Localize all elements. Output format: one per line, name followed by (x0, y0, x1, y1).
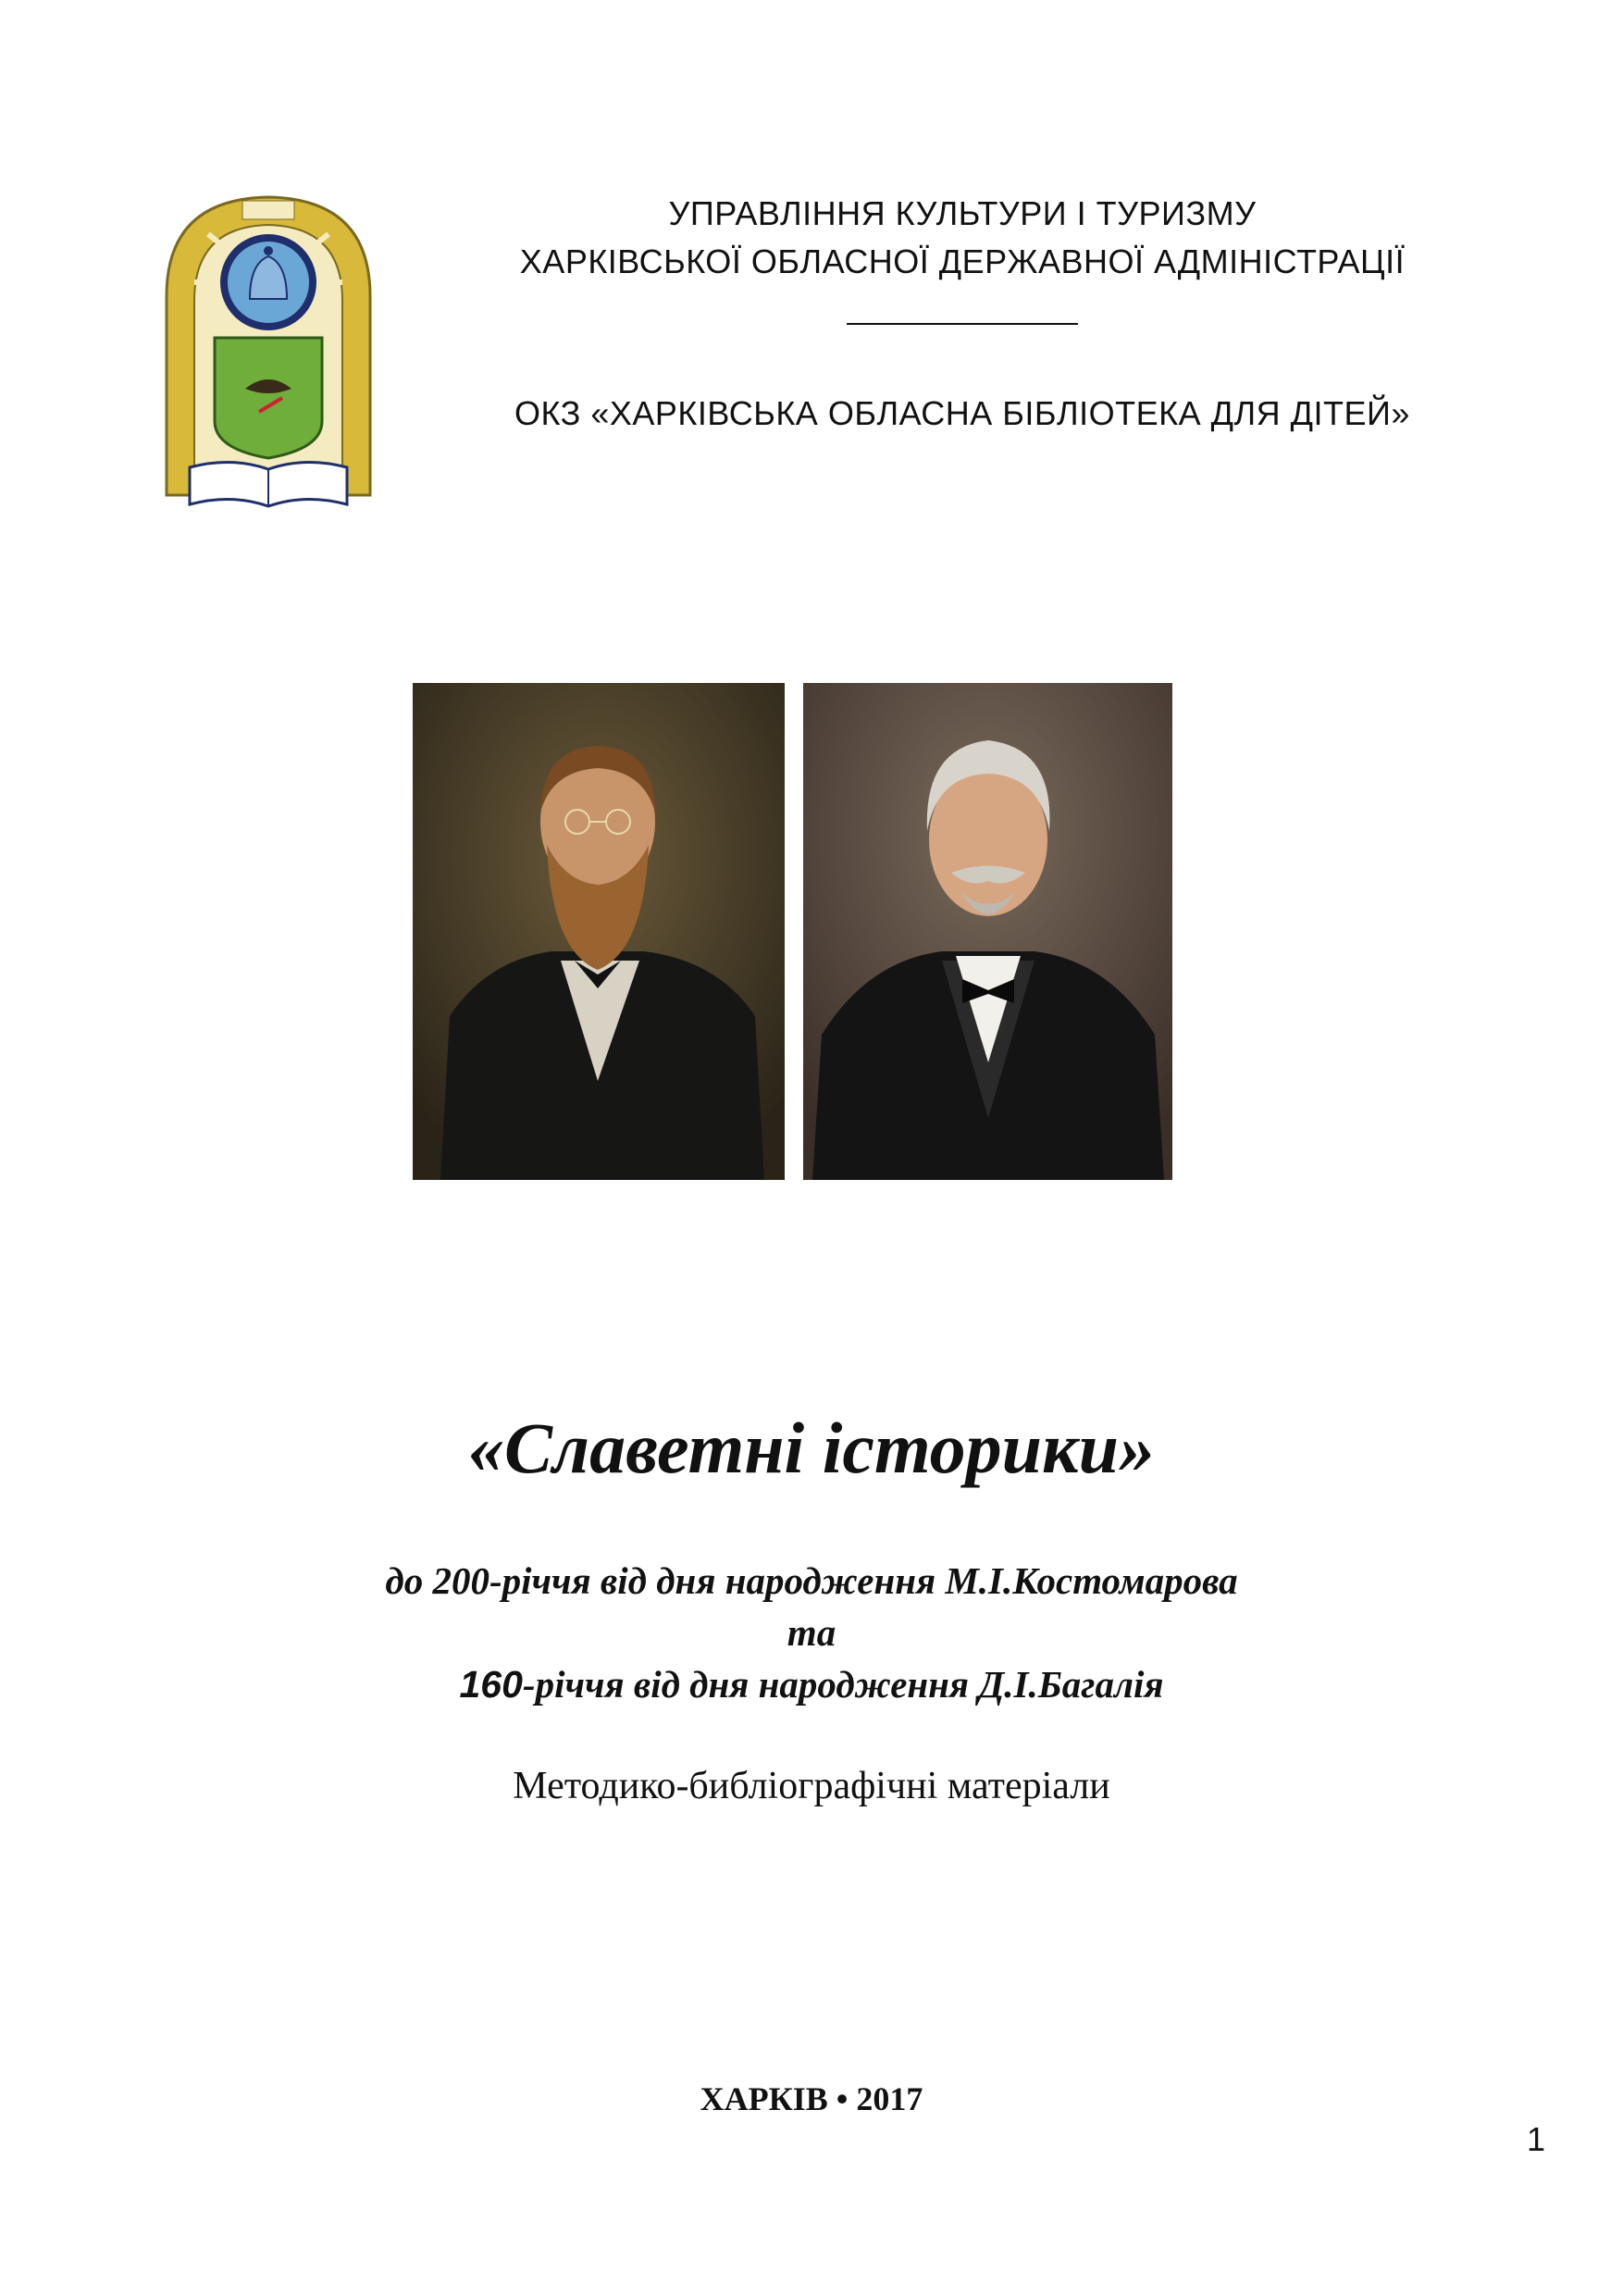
header-line-2: ХАРКІВСЬКОЇ ОБЛАСНОЇ ДЕРЖАВНОЇ АДМІНІСТРАЦІЇ (519, 242, 1406, 280)
subtitle-anniversary-number: 160 (459, 1663, 523, 1706)
page-number: 1 (1526, 2120, 1545, 2158)
city-year: ХАРКІВ • 2017 (700, 2080, 923, 2117)
subtitle-line-2: та (787, 1611, 836, 1654)
subtitle-line-3-text: -річчя від дня народження Д.І.Багалія (522, 1663, 1164, 1706)
library-emblem-icon (157, 190, 379, 515)
subtitle-line-1: до 200-річчя від дня народження М.І.Костомарова (385, 1559, 1238, 1602)
subtitle-line-3 (0, 1660, 1623, 1708)
header-divider (847, 323, 1078, 325)
institution-header (435, 190, 1490, 438)
document-title: «Славетні історики» (468, 1408, 1155, 1488)
document-description: Методико-библіографічні матеріали (513, 1765, 1110, 1807)
portrait-bahalii-image (803, 683, 1172, 1180)
header-line-1: УПРАВЛІННЯ КУЛЬТУРИ І ТУРИЗМУ (668, 194, 1257, 232)
portrait-kostomarov-image (413, 683, 785, 1180)
header-line-3: ОКЗ «ХАРКІВСЬКА ОБЛАСНА БІБЛІОТЕКА ДЛЯ ДІТЕЙ» (514, 394, 1410, 432)
